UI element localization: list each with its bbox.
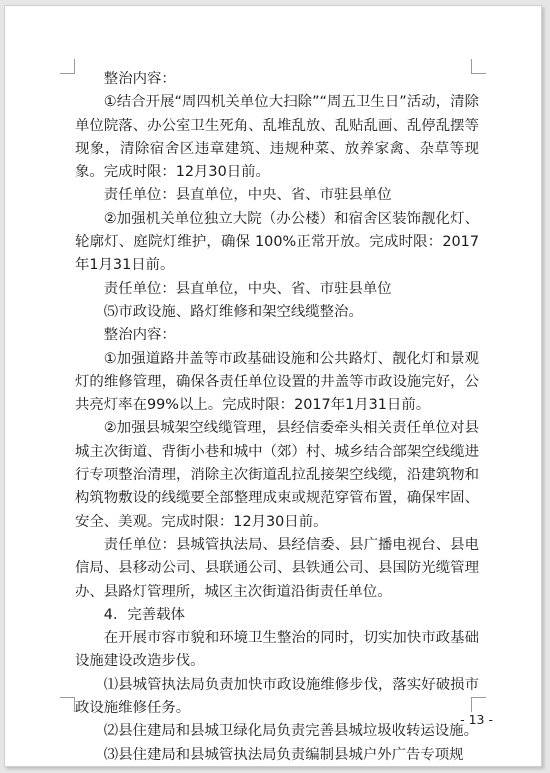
paragraph: 整治内容： (103, 71, 176, 87)
paragraph: 责任单位：县城管执法局、县经信委、县广播电视台、县电信局、县移动公司、县联通公司、县铁通公司、县国防光缆管理办、县路灯管理所，城区主次街道沿街责任单位。 (75, 536, 479, 600)
paragraph: 责任单位：县直单位，中央、省、市驻县单位 (103, 187, 392, 204)
paragraph: ⑴县城管执法局负责加快市政设施维修步伐，落实好破损市政设施维修任务。 (75, 676, 479, 717)
crop-mark-top-left (60, 59, 75, 74)
document-body (75, 68, 479, 767)
paragraph: ①结合开展“周四机关单位大扫除”“周五卫生日”活动，清除单位院落、办公室卫生死角、乱堆乱放、乱贴乱画、乱停乱摆等现象，清除宿舍区违章建筑、违规种菜、放养家禽、杂草等现象。完成时限：12月30日前。 (75, 94, 479, 181)
page-number: - 13 - (460, 712, 493, 727)
document-page (4, 5, 542, 767)
paragraph: 责任单位：县直单位，中央、省、市驻县单位 (103, 280, 392, 297)
paragraph: ⑵县住建局和县城卫绿化局负责完善县城垃圾收转运设施。 (103, 723, 478, 740)
paragraph: ②加强机关单位独立大院（办公楼）和宿舍区装饰靓化灯、轮廓灯、庭院灯维护，确保 100%正常开放。完成时限：2017年1月31日前。 (75, 210, 479, 274)
paragraph: ⑶县住建局和县城管执法局负责编制县城户外广告专项规 (103, 746, 464, 763)
paragraph: ①加强道路井盖等市政基础设施和公共路灯、靓化灯和景观灯的维修管理，确保各责任单位设置的井盖等市政设施完好，公共亮灯率在99%以上。完成时限：2017年1月31日前。 (75, 350, 479, 414)
paragraph: ②加强县城架空线缆管理，县经信委牵头相关责任单位对县城主次街道、背街小巷和城中（郊）村、城乡结合部架空线缆进行专项整治清理，消除主次街道乱拉乱接架空线缆，沿建筑物和构筑物敷设的线缆要全部整理成束或规范穿管布置，确保牢固、安全、美观。完成时限：12月30日前。 (75, 420, 479, 530)
section-heading: 4．完善载体 (103, 606, 185, 623)
paragraph: ⑸市政设施、路灯维修和架空线缆整治。 (103, 303, 363, 320)
paragraph: 整治内容： (103, 327, 176, 344)
paragraph: 在开展市容市貌和环境卫生整治的同时，切实加快市政基础设施建设改造步伐。 (75, 630, 479, 670)
crop-mark-bottom-left (60, 697, 75, 712)
